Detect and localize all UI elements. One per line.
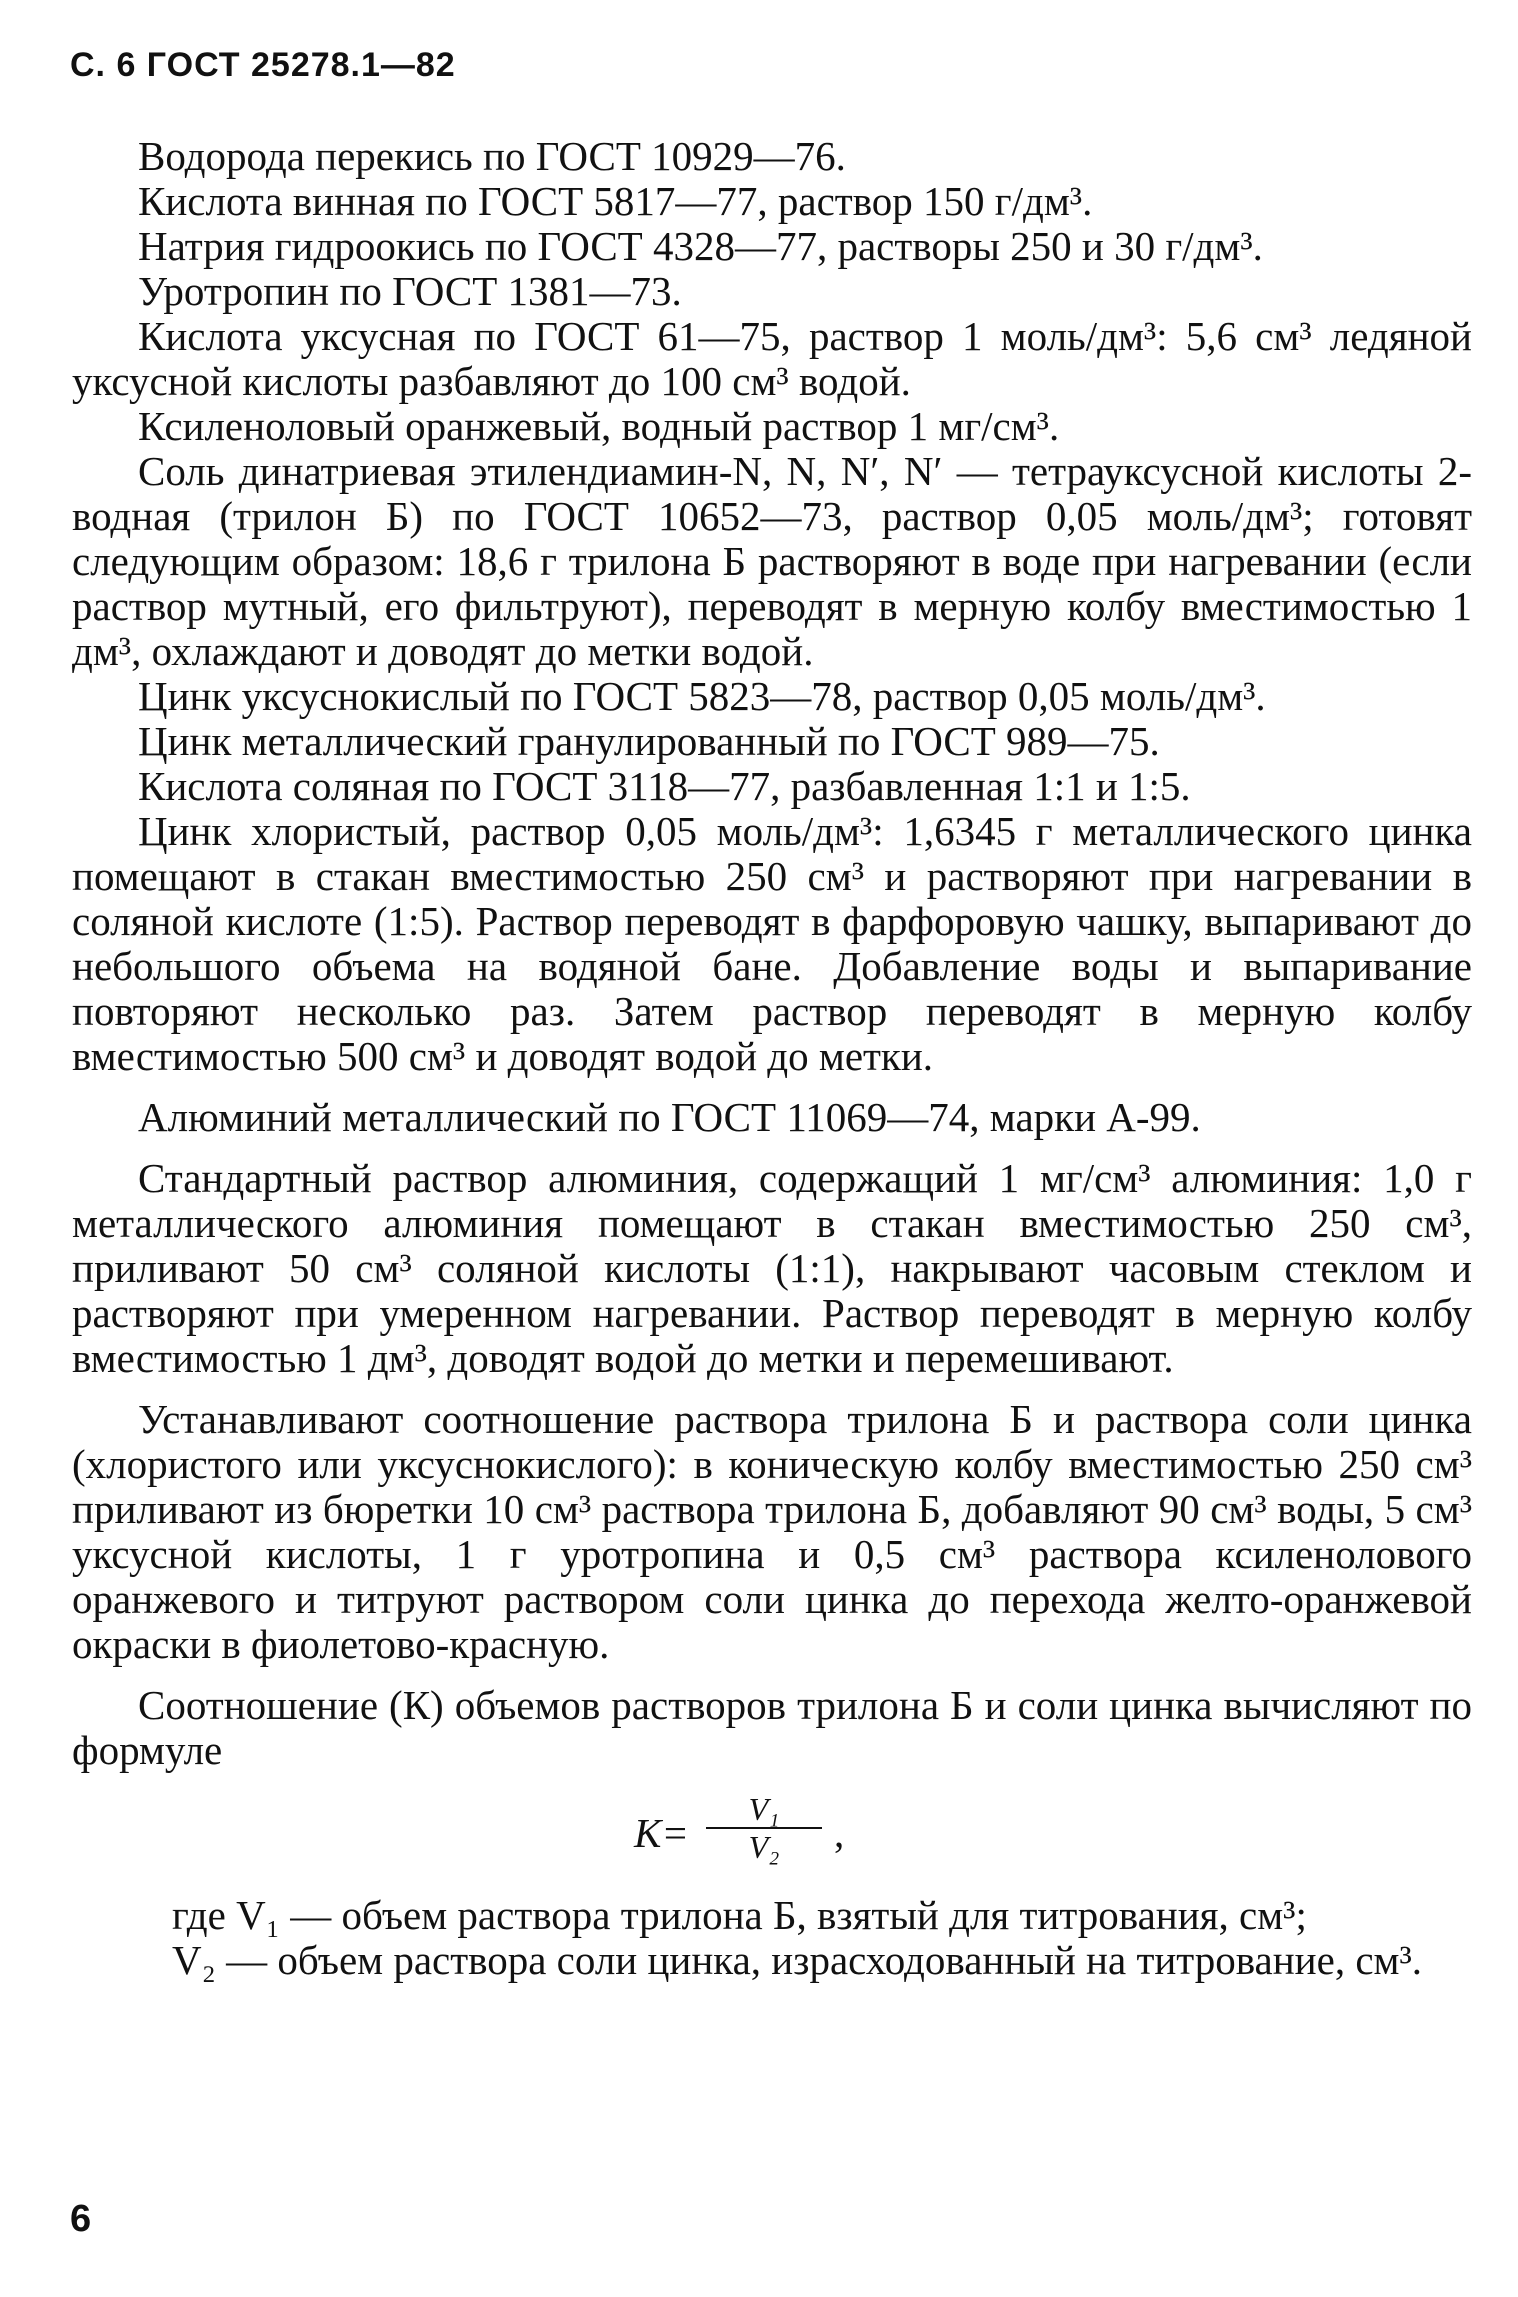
paragraph: Соль динатриевая этилендиамин-N, N, N′, N′ — тетрауксусной кислоты 2-водная (трилон Б) по ГОСТ 10652—73, раствор 0,05 моль/дм³; готовят следующим образом: 18,6 г трилона Б растворяют в воде при нагревании (если раствор мутный, его фильтруют), переводят в мерную колбу вместимостью 1 дм³, охлаждают и доводят до метки водой. [72, 448, 1472, 674]
paragraph: Кислота соляная по ГОСТ 3118—77, разбавленная 1:1 и 1:5. [138, 763, 1191, 809]
document-body [72, 134, 1472, 1983]
where-item: где V₁ — объем раствора трилона Б, взятый для титрования, см³; [172, 1892, 1307, 1938]
paragraph: Цинк уксуснокислый по ГОСТ 5823—78, раствор 0,05 моль/дм³. [138, 673, 1266, 719]
formula-fraction [706, 1791, 822, 1865]
paragraph: Кислота уксусная по ГОСТ 61—75, раствор 1 моль/дм³: 5,6 см³ ледяной уксусной кислоты разбавляют до 100 см³ водой. [72, 313, 1472, 404]
paragraph: Цинк хлористый, раствор 0,05 моль/дм³: 1,6345 г металлического цинка помещают в стакан вместимостью 250 см³ и растворяют при нагревании в соляной кислоте (1:5). Раствор переводят в фарфоровую чашку, выпаривают до небольшого объема на водяной бане. Добавление воды и выпаривание повторяют несколько раз. Затем раствор переводят в мерную колбу вместимостью 500 см³ и доводят водой до метки. [72, 808, 1472, 1079]
paragraph: Стандартный раствор алюминия, содержащий 1 мг/см³ алюминия: 1,0 г металлического алюминия помещают в стакан вместимостью 250 см³, приливают 50 см³ соляной кислоты (1:1), накрывают часовым стеклом и растворяют при умеренном нагревании. Раствор переводят в мерную колбу вместимостью 1 дм³, доводят водой до метки и перемешивают. [72, 1155, 1472, 1381]
running-header: С. 6 ГОСТ 25278.1—82 [70, 46, 456, 84]
paragraph: Алюминий металлический по ГОСТ 11069—74, марки А-99. [138, 1094, 1201, 1140]
formula-comma: , [834, 1810, 845, 1856]
paragraph: Водорода перекись по ГОСТ 10929—76. [138, 133, 846, 179]
where-block [72, 1893, 1472, 1983]
paragraph: Уротропин по ГОСТ 1381—73. [138, 268, 682, 314]
formula-denominator: V₂ [748, 1829, 780, 1865]
formula-lhs: К= [634, 1810, 689, 1856]
paragraph: Кислота винная по ГОСТ 5817—77, раствор 150 г/дм³. [138, 178, 1093, 224]
paragraph: Цинк металлический гранулированный по ГОСТ 989—75. [138, 718, 1160, 764]
paragraph: Устанавливают соотношение раствора трилона Б и раствора соли цинка (хлористого или уксуснокислого): в коническую колбу вместимостью 250 см³ приливают из бюретки 10 см³ раствора трилона Б, добавляют 90 см³ воды, 5 см³ уксусной кислоты, 1 г уротропина и 0,5 см³ раствора ксиленолового оранжевого и титруют раствором соли цинка до перехода желто-оранжевой окраски в фиолетово-красную. [72, 1396, 1472, 1667]
paragraph: Натрия гидроокись по ГОСТ 4328—77, растворы 250 и 30 г/дм³. [138, 223, 1263, 269]
paragraph: Соотношение (К) объемов растворов трилона Б и соли цинка вычисляют по формуле [72, 1682, 1472, 1773]
where-item: V₂ — объем раствора соли цинка, израсходованный на титрование, см³. [172, 1937, 1422, 1983]
paragraph: Ксиленоловый оранжевый, водный раствор 1 мг/см³. [138, 403, 1060, 449]
page-number: 6 [70, 2198, 92, 2240]
formula [72, 1787, 1472, 1883]
formula-numerator: V₁ [706, 1791, 822, 1829]
